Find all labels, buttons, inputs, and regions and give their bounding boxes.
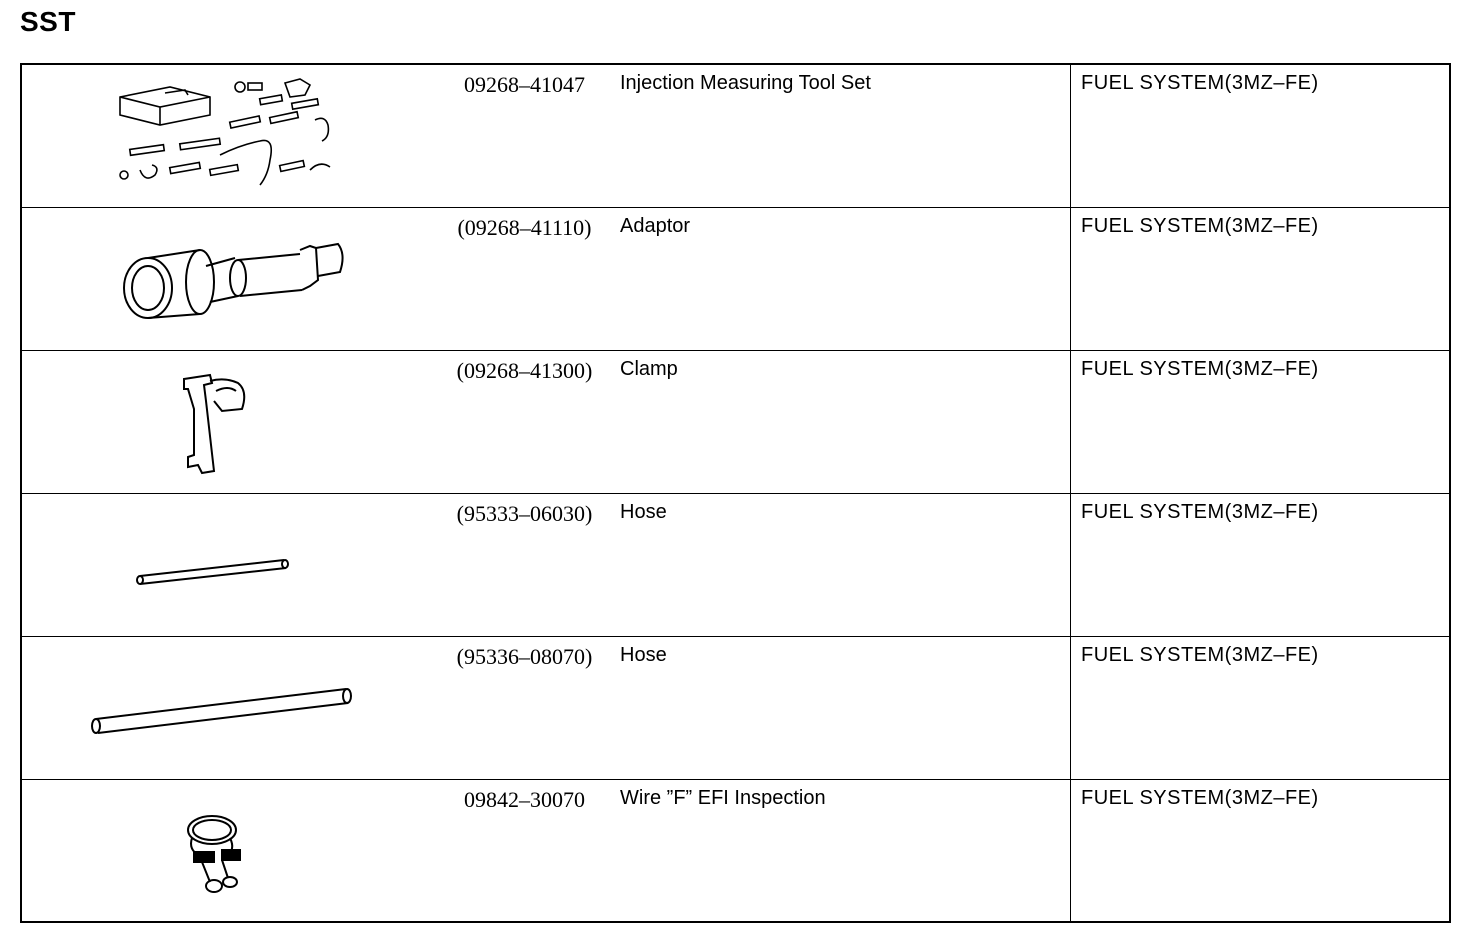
hose-icon <box>84 647 364 777</box>
part-number: (09268–41300) <box>456 357 593 383</box>
clamp-icon <box>110 361 390 491</box>
sst-table <box>20 63 1451 923</box>
table-row <box>21 350 1450 493</box>
wire-icon <box>110 790 390 920</box>
part-name: Wire ”F” EFI Inspection <box>620 786 826 809</box>
part-name: Clamp <box>620 357 678 380</box>
part-number: 09842–30070 <box>464 786 585 812</box>
hose-icon <box>110 504 390 634</box>
part-number: (95336–08070) <box>456 643 593 669</box>
part-name: Hose <box>620 500 667 523</box>
part-number: (09268–41110) <box>457 214 592 240</box>
section-label: FUEL SYSTEM(3MZ–FE) <box>1081 500 1319 523</box>
part-name: Injection Measuring Tool Set <box>620 72 871 94</box>
part-name: Adaptor <box>620 214 691 237</box>
section-label: FUEL SYSTEM(3MZ–FE) <box>1081 72 1319 94</box>
tool-set-icon <box>110 75 390 205</box>
section-label: FUEL SYSTEM(3MZ–FE) <box>1081 214 1319 237</box>
part-number: 09268–41047 <box>464 72 585 97</box>
part-number: (95333–06030) <box>456 500 593 526</box>
section-label: FUEL SYSTEM(3MZ–FE) <box>1081 643 1319 666</box>
table-row <box>21 64 1450 207</box>
table-row <box>21 636 1450 779</box>
adaptor-icon <box>110 218 390 348</box>
section-label: FUEL SYSTEM(3MZ–FE) <box>1081 357 1319 380</box>
table-row <box>21 493 1450 636</box>
part-name: Hose <box>620 643 667 666</box>
table-row <box>21 779 1450 922</box>
table-row <box>21 207 1450 350</box>
section-label: FUEL SYSTEM(3MZ–FE) <box>1081 786 1319 809</box>
page-title: SST <box>20 6 76 37</box>
